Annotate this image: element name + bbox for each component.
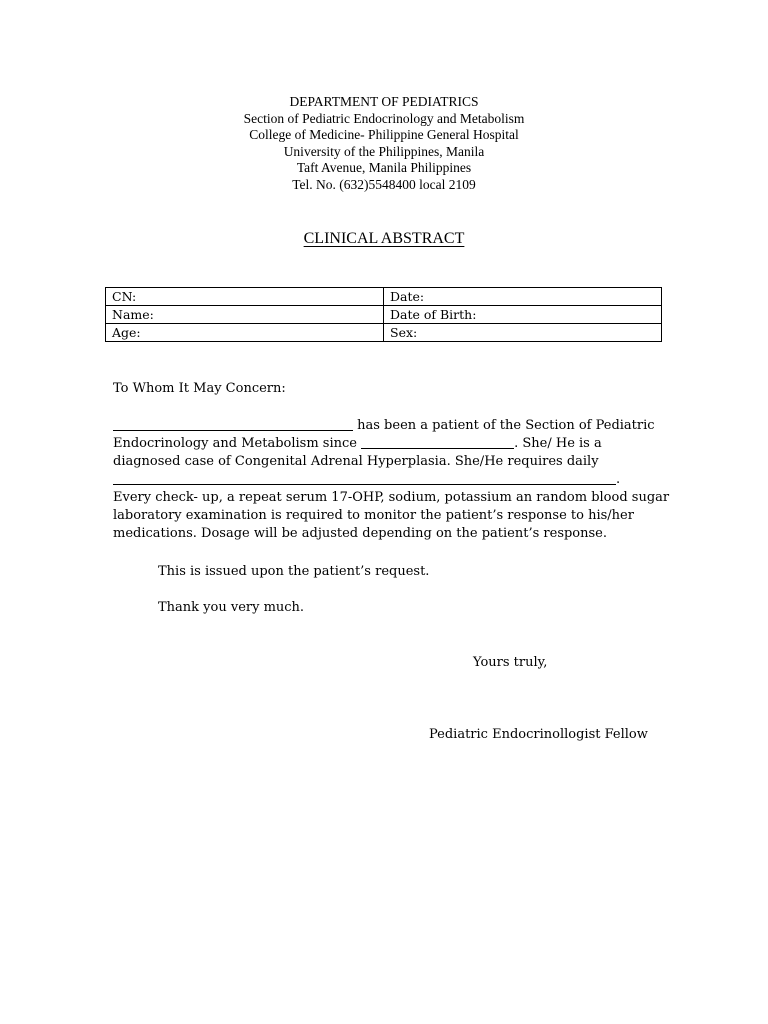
- dob-field: Date of Birth:: [384, 306, 662, 324]
- paragraph-line: laboratory examination is required to monitor the patient’s response to his/her: [113, 508, 634, 523]
- patient-name-blank: [113, 417, 353, 431]
- department-name: DEPARTMENT OF PEDIATRICS: [289, 94, 479, 109]
- letterhead: [0, 94, 768, 194]
- medication-blank: [113, 471, 616, 485]
- signatory-title: Pediatric Endocrinollogist Fellow: [429, 727, 648, 742]
- thank-you: Thank you very much.: [158, 600, 305, 615]
- table-row: [106, 288, 662, 306]
- since-date-blank: [361, 435, 514, 449]
- paragraph-line: has been a patient of the Section of Pediatric: [113, 417, 655, 435]
- name-field: Name:: [106, 306, 384, 324]
- cn-field: CN:: [106, 288, 384, 306]
- request-statement: This is issued upon the patient’s request.: [158, 564, 430, 579]
- paragraph-line: diagnosed case of Congenital Adrenal Hyperplasia. She/He requires daily: [113, 454, 599, 469]
- age-field: Age:: [106, 324, 384, 342]
- document-title: CLINICAL ABSTRACT: [303, 230, 465, 247]
- table-row: [106, 306, 662, 324]
- closing: Yours truly,: [473, 655, 548, 670]
- salutation: To Whom It May Concern:: [113, 381, 286, 396]
- date-field: Date:: [384, 288, 662, 306]
- table-row: [106, 324, 662, 342]
- address: Taft Avenue, Manila Philippines: [296, 160, 472, 176]
- paragraph-line: .: [113, 471, 620, 489]
- university-name: University of the Philippines, Manila: [283, 143, 485, 159]
- sex-field: Sex:: [384, 324, 662, 342]
- telephone: Tel. No. (632)5548400 local 2109: [292, 176, 476, 192]
- section-name: Section of Pediatric Endocrinology and Metabolism: [243, 110, 525, 126]
- paragraph-line: Endocrinology and Metabolism since . She/ He is a: [113, 436, 602, 451]
- paragraph-line: Every check- up, a repeat serum 17-OHP, sodium, potassium an random blood sugar: [113, 490, 670, 505]
- paragraph-line: medications. Dosage will be adjusted depending on the patient’s response.: [113, 526, 608, 541]
- college-name: College of Medicine- Philippine General Hospital: [249, 127, 519, 143]
- patient-info-table: [105, 287, 662, 342]
